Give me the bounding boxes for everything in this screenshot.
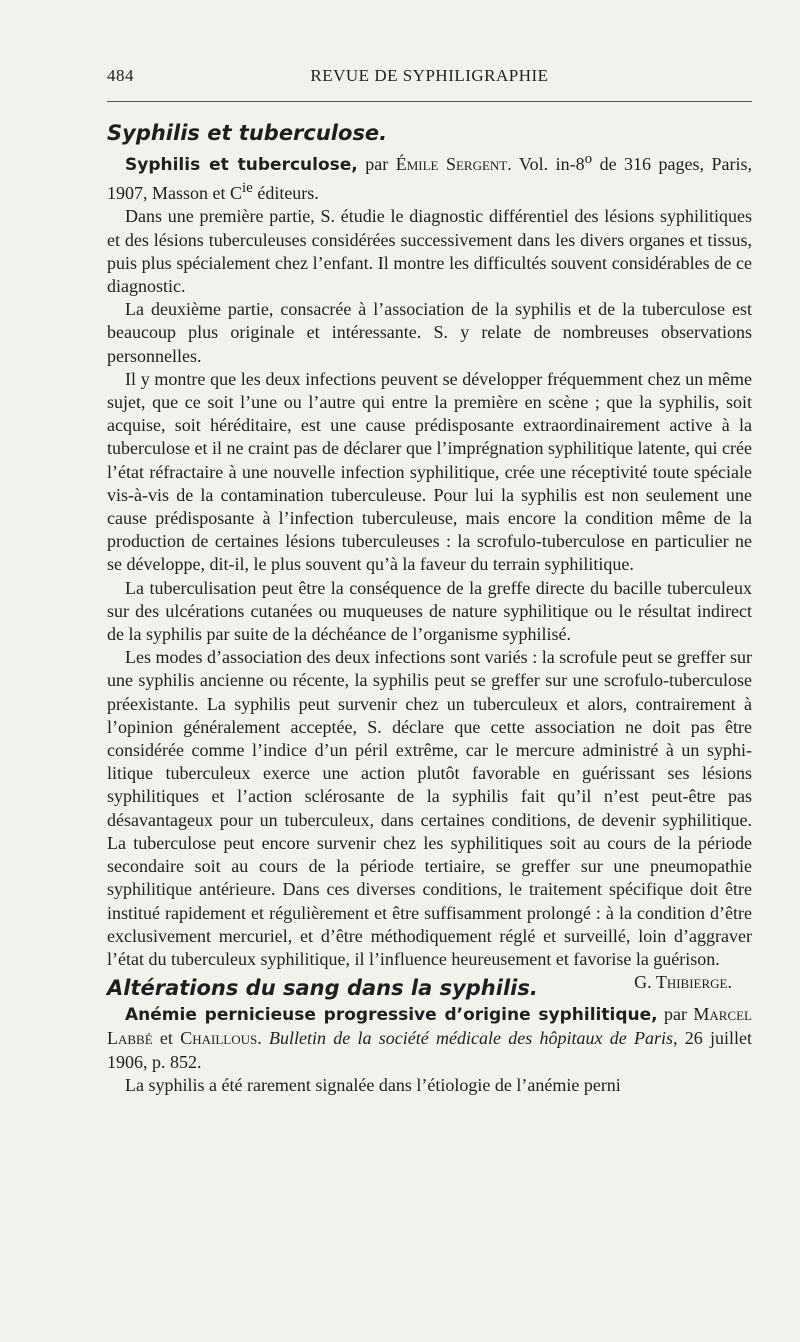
paragraph: La deuxième partie, consacrée à l’association de la syphilis et de la tuberculose est beaucoup plus originale et intéressante. S. y relate de nombreuses observations personnelles. [107,299,752,366]
paragraph-text: Les modes d’association des deux infections sont variés : la scrofule peut se greffer sur une syphilis ancienne ou récente, la syphilis peut se greffer sur une scrofulo-tuberculose préexistante. La syphilis peut survenir chez un tuberculeux et alors, contrairement à l’opinion généralement acceptée, S. déclare que cette association ne doit pas être considérée comme l’indice d’un péril extrême, car le mercure administré à un syphilitique tuberculeux exerce une action plutôt favorable en guérissant ses lésions syphilitiques et l’action sclérosante de la syphilis fait qu’il n’est peut-être pas désavantageux pour un tuberculeux, dans certaines conditions, de devenir syphilitique. La tuberculose peut encore survenir chez les syphilitiques soit au cours de la période secondaire soit au cours de la période tertiaire, se greffer sur une pneumopathie syphilitique antérieure. Dans ces diverses conditions, le traitement spécifique doit être institué rapidement et régulièrement et être suffisamment prolongé : à la condition d’être exclusivement mercuriel, et d’être méthodiquement réglé et surveillé, loin d’aggraver l’état du tuberculeux syphilitique, il l’influence heureusement et favorise la guérison. [107,647,752,969]
ref-text: éditeurs. [252,183,319,204]
page-header [107,66,752,92]
ref-text: et [152,1028,181,1049]
article-author: Chaillous [180,1028,258,1049]
ref-text: par [657,1004,694,1025]
book-author: Émile Sergent [395,154,508,174]
paragraph: La syphilis a été rarement signalée dans l’étiologie de l’anémie perni [125,1074,621,1095]
book-reference [107,148,752,205]
journal-title: Bulletin de la société médicale des hôpitaux de Paris, [268,1028,678,1049]
page-body [107,118,752,1097]
ref-text: 26 juillet 1906, p. 852. [107,1028,753,1072]
article-reference [107,1003,752,1074]
paragraph: Dans une première partie, S. étudie le diagnostic différentiel des lésions syphilitiques et des lésions tuberculeuses considérées successivement dans les divers organes et tissus, puis plus spécialement chez l’enfant. Il montre les difficultés souvent considérables de ce diagnostic. [107,206,752,297]
ref-text: de 316 pages, Paris, 1907, Masson et C [107,154,752,204]
article-author: Marcel Labbé [107,1004,752,1049]
book-title: Syphilis et tuberculose, [125,155,358,175]
paragraph: Il y montre que les deux infections peuvent se développer fréquemment chez un même sujet, que ce soit l’une ou l’autre qui entre la première en scène ; que la syphilis, soit acquise, soit héréditaire, est une cause prédisposante extraordinairement active à la tuberculose et il ne craint pas de déclarer que l’imprégnation syphilitique latente, qui crée l’état réfractaire à une nouvelle infection syphilitique, crée une réceptivité toute spéciale vis-à-vis de la contamination tuberculeuse. Pour lui la syphilis est non seulement une cause prédisposante à l’infection tuberculeuse, mais encore la condition même de la production de certaines lésions tuberculeuses : la scrofulo-tuberculose en particulier ne se développe, dit-il, le plus souvent qu’à la faveur du terrain syphilitique. [107,368,752,575]
ref-sup: o [584,151,593,167]
ref-text: par [357,154,396,174]
ref-text: . [257,1028,269,1049]
reviewer-signature: G. Thibierge. [634,972,732,993]
header-rule [107,101,752,102]
section-title-alterations-sang: Altérations du sang dans la syphilis. [107,976,538,1001]
ref-sup: ie [242,180,253,197]
article-title: Anémie pernicieuse progressive d’origine syphilitique, [125,1005,658,1026]
paragraph: La tuberculisation peut être la conséquence de la greffe directe du bacille tuberculeux sur des ulcérations cutanées ou muqueuses de nature syphilitique ou le résultat indirect de la syphilis par suite de la déchéance de l’organisme syphilisé. [107,577,752,645]
page-number: 484 [107,66,134,85]
running-title: REVUE DE SYPHILIGRAPHIE [310,66,549,85]
section-title-syphilis-tuberculose: Syphilis et tuberculose. [107,121,388,145]
ref-text: . Vol. in-8 [507,154,585,174]
